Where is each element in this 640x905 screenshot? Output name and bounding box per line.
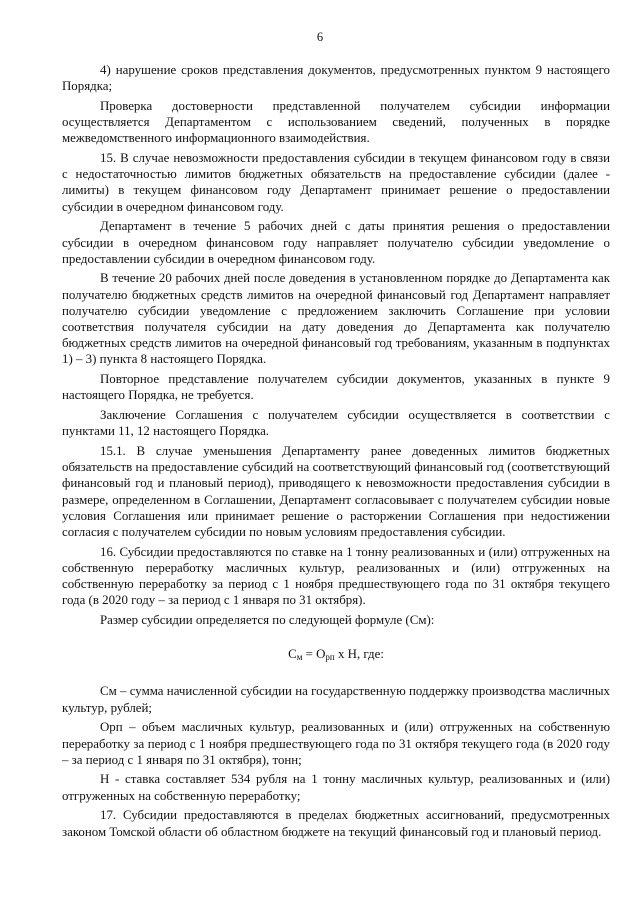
definition-orp: Oрп – объем масличных культур, реализованных и (или) отгруженных на собственную переработку за период с 1 ноября предшествующего года по 31 октября текущего года (в 2020 году – за период с 1 января по 31 октября), тонн; — [62, 720, 610, 767]
formula-lhs: C — [288, 647, 297, 662]
page-number: 6 — [316, 30, 324, 44]
formula-lhs-subscript: м — [296, 652, 303, 663]
definition-cm: Cм – сумма начисленной субсидии на государственную поддержку производства масличных культур, рублей; — [62, 684, 610, 715]
subsidy-formula — [62, 646, 610, 665]
formula-rhs-subscript: рп — [325, 652, 335, 663]
paragraph-16: 16. Субсидии предоставляются по ставке на 1 тонну реализованных и (или) отгруженных на собственную переработку масличных культур, реализованных и (или) отгруженных на собственную переработку за период с 1 ноября предшествующего года по 31 октября текущего года (в 2020 году – за период с 1 января по 31 октября). — [62, 544, 610, 608]
paragraph-notification: Департамент в течение 5 рабочих дней с даты принятия решения о предоставлении субсидии в очередном финансовом году направляет получателю субсидии уведомление о предоставлении субсидии в очередном финансовом году. — [62, 219, 610, 266]
formula-equals: = O — [302, 647, 326, 662]
paragraph-verification: Проверка достоверности представленной получателем субсидии информации осуществляется Департаментом с использованием сведений, полученных в порядке межведомственного информационного взаимодействия. — [62, 98, 610, 146]
paragraph-formula-intro: Размер субсидии определяется по следующей формуле (Cм): — [100, 613, 435, 627]
paragraph-15: 15. В случае невозможности предоставления субсидии в текущем финансовом году в связи с недостаточностью лимитов бюджетных обязательств на предоставление субсидии (далее - лимиты) в текущем финансовом году Департамент принимает решение о предоставлении субсидии в очередном финансовом году. — [62, 151, 610, 214]
formula-tail: x H, где: — [334, 647, 384, 662]
paragraph-agreement: Заключение Соглашения с получателем субсидии осуществляется в соответствии с пунктами 11, 12 настоящего Порядка. — [62, 408, 610, 439]
paragraph-item-4: 4) нарушение сроков представления документов, предусмотренных пунктом 9 настоящего Порядка; — [62, 63, 610, 94]
paragraph-15-1: 15.1. В случае уменьшения Департаменту ранее доведенных лимитов бюджетных обязательств на предоставление субсидий на соответствующий финансовый год (соответствующий финансовый год и плановый период), приводящего к невозможности предоставления субсидии в размере, определенном в Соглашении, Департамент согласовывает с получателем субсидии новые условия Соглашения или принимает решение о расторжении Соглашения при недостижении согласия с получателем субсидии по новым условиям предоставления субсидии. — [62, 443, 610, 539]
paragraph-resubmission: Повторное представление получателем субсидии документов, указанных в пункте 9 настоящего Порядка, не требуется. — [62, 372, 610, 403]
paragraph-20-days: В течение 20 рабочих дней после доведения в установленном порядке до Департамента как получателю бюджетных средств лимитов на очередной финансовый год Департамент направляет получателю субсидии уведомление с предложением заключить Соглашение при условии соответствия получателя субсидии на дату доведения до Департамента как получателю бюджетных средств лимитов на очередной финансовый год требованиям, указанным в подпунктах 1) – 3) пункта 8 настоящего Порядка. — [62, 271, 610, 367]
paragraph-17: 17. Субсидии предоставляются в пределах бюджетных ассигнований, предусмотренных законом Томской области об областном бюджете на текущий финансовый год и плановый период. — [62, 808, 610, 839]
definition-h: H - ставка составляет 534 рубля на 1 тонну масличных культур, реализованных и (или) отгруженных на собственную переработку; — [62, 772, 610, 803]
document-body — [62, 62, 610, 843]
